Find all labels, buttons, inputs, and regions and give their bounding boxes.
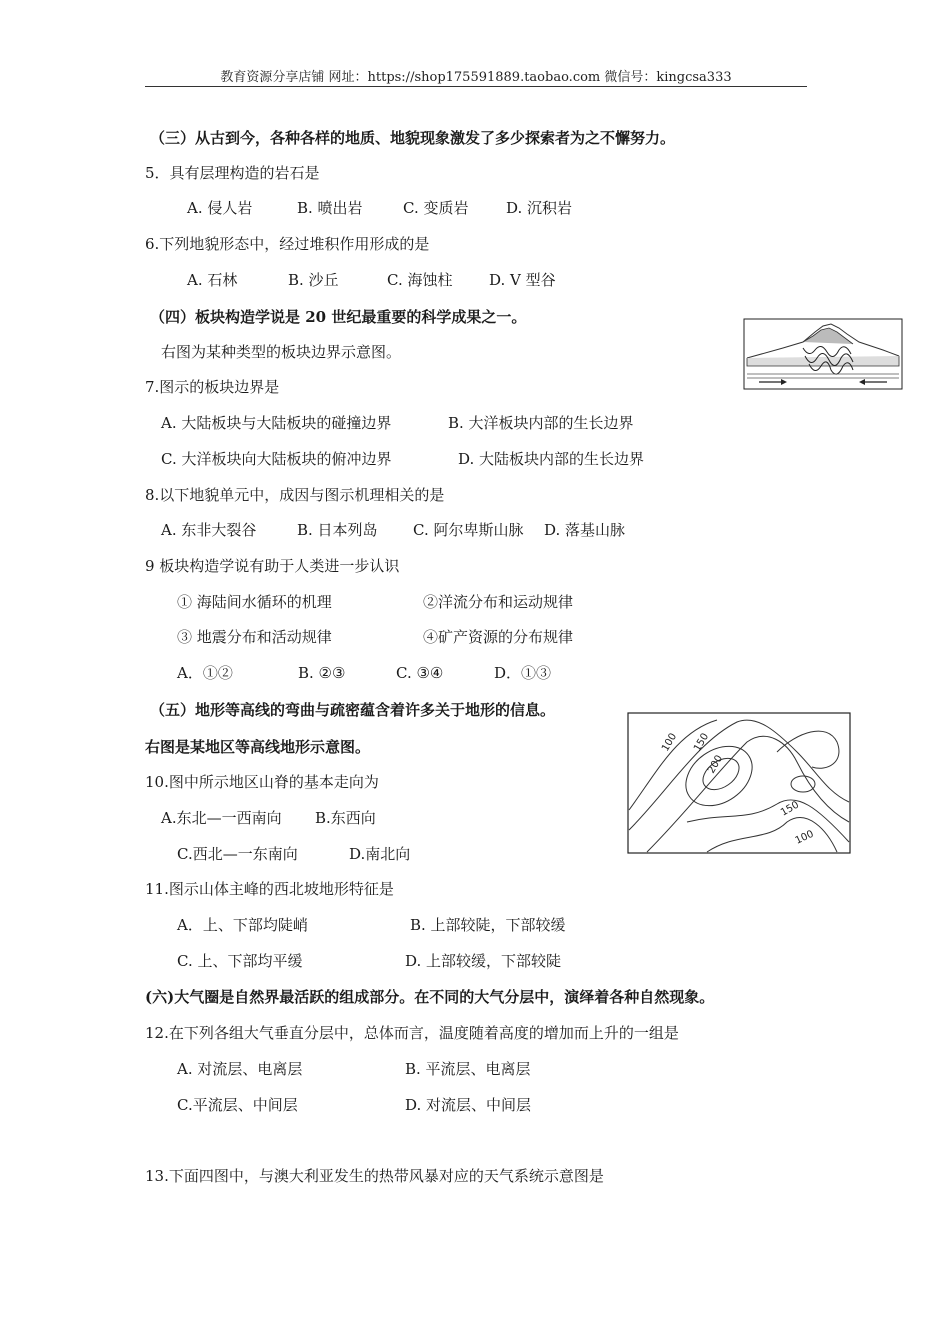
q12-option-d: D. 对流层、中间层 xyxy=(405,1096,532,1114)
q7-option-d: D. 大陆板块内部的生长边界 xyxy=(458,450,645,468)
q11-option-b: B. 上部较陡，下部较缓 xyxy=(410,916,566,934)
contour-label-2: 150 xyxy=(692,731,712,754)
q11-option-c: C. 上、下部均平缓 xyxy=(177,952,303,970)
q6-stem: 6.下列地貌形态中，经过堆积作用形成的是 xyxy=(145,235,430,253)
q7-option-c: C. 大洋板块向大陆板块的俯冲边界 xyxy=(161,450,392,468)
q6-option-b: B. 沙丘 xyxy=(288,271,339,289)
q5-option-c: C. 变质岩 xyxy=(403,199,469,217)
q9-item-2: ②洋流分布和运动规律 xyxy=(423,593,574,611)
section-5-intro: 右图是某地区等高线地形示意图。 xyxy=(145,738,371,756)
q6-option-a: A. 石林 xyxy=(187,271,238,289)
q5-option-a: A. 侵人岩 xyxy=(187,199,253,217)
q9-stem: 9 板块构造学说有助于人类进一步认识 xyxy=(145,557,400,575)
q12-option-c: C.平流层、中间层 xyxy=(177,1096,298,1114)
q10-option-d: D.南北向 xyxy=(349,845,411,863)
q8-option-c: C. 阿尔卑斯山脉 xyxy=(413,521,524,539)
section-6-title: (六)大气圈是自然界最活跃的组成部分。在不同的大气分层中，演绎着各种自然现象。 xyxy=(145,988,715,1006)
contour-label-5: 100 xyxy=(793,828,816,847)
section-5-title: （五）地形等高线的弯曲与疏密蕴含着许多关于地形的信息。 xyxy=(150,701,556,719)
header-rule xyxy=(145,86,807,87)
q10-stem: 10.图中所示地区山脊的基本走向为 xyxy=(145,773,379,791)
q12-option-b: B. 平流层、电离层 xyxy=(405,1060,531,1078)
q5-option-d: D. 沉积岩 xyxy=(506,199,573,217)
q9-item-1: ① 海陆间水循环的机理 xyxy=(177,593,332,611)
q8-option-d: D. 落基山脉 xyxy=(544,521,626,539)
contour-map-figure xyxy=(627,712,851,854)
page-header: 教育资源分享店铺 网址：https://shop175591889.taobao.com 微信号：kingcsa333 xyxy=(220,70,732,85)
q5-stem: 5．具有层理构造的岩石是 xyxy=(145,164,320,182)
q8-option-a: A. 东非大裂谷 xyxy=(161,521,257,539)
q12-option-a: A. 对流层、电离层 xyxy=(177,1060,303,1078)
q9-option-a: A．①② xyxy=(177,664,233,682)
q12-stem: 12.在下列各组大气垂直分层中，总体而言，温度随着高度的增加而上升的一组是 xyxy=(145,1024,679,1042)
q7-stem: 7.图示的板块边界是 xyxy=(145,378,280,396)
q9-item-3: ③ 地震分布和活动规律 xyxy=(177,628,332,646)
q9-option-d: D．①③ xyxy=(494,664,552,682)
plate-boundary-figure xyxy=(743,318,903,390)
q9-option-b: B. ②③ xyxy=(298,664,346,682)
section-3-title: （三）从古到今，各种各样的地质、地貌现象激发了多少探索者为之不懈努力。 xyxy=(150,129,676,147)
q9-item-4: ④矿产资源的分布规律 xyxy=(423,628,574,646)
q5-option-b: B. 喷出岩 xyxy=(297,199,363,217)
contour-label-4: 150 xyxy=(779,799,802,819)
q8-stem: 8.以下地貌单元中，成因与图示机理相关的是 xyxy=(145,486,445,504)
q11-option-a: A．上、下部均陡峭 xyxy=(177,916,308,934)
q11-option-d: D. 上部较缓，下部较陡 xyxy=(405,952,562,970)
contour-label-3: 200 xyxy=(706,753,726,776)
q13-stem: 13.下面四图中，与澳大利亚发生的热带风暴对应的天气系统示意图是 xyxy=(145,1167,604,1185)
section-4-title: （四）板块构造学说是 20 世纪最重要的科学成果之一。 xyxy=(150,308,527,326)
q8-option-b: B. 日本列岛 xyxy=(297,521,378,539)
contour-label-1: 100 xyxy=(660,731,680,754)
section-4-intro: 右图为某种类型的板块边界示意图。 xyxy=(161,343,402,361)
q6-option-c: C. 海蚀柱 xyxy=(387,271,453,289)
q10-option-c: C.西北—一东南向 xyxy=(177,845,298,863)
q9-option-c: C. ③④ xyxy=(396,664,444,682)
q6-option-d: D. V 型谷 xyxy=(489,271,556,289)
q7-option-b: B. 大洋板块内部的生长边界 xyxy=(448,414,634,432)
q10-option-a: A.东北—一西南向 xyxy=(161,809,282,827)
q11-stem: 11.图示山体主峰的西北坡地形特征是 xyxy=(145,880,394,898)
q10-option-b: B.东西向 xyxy=(315,809,376,827)
q7-option-a: A. 大陆板块与大陆板块的碰撞边界 xyxy=(161,414,392,432)
